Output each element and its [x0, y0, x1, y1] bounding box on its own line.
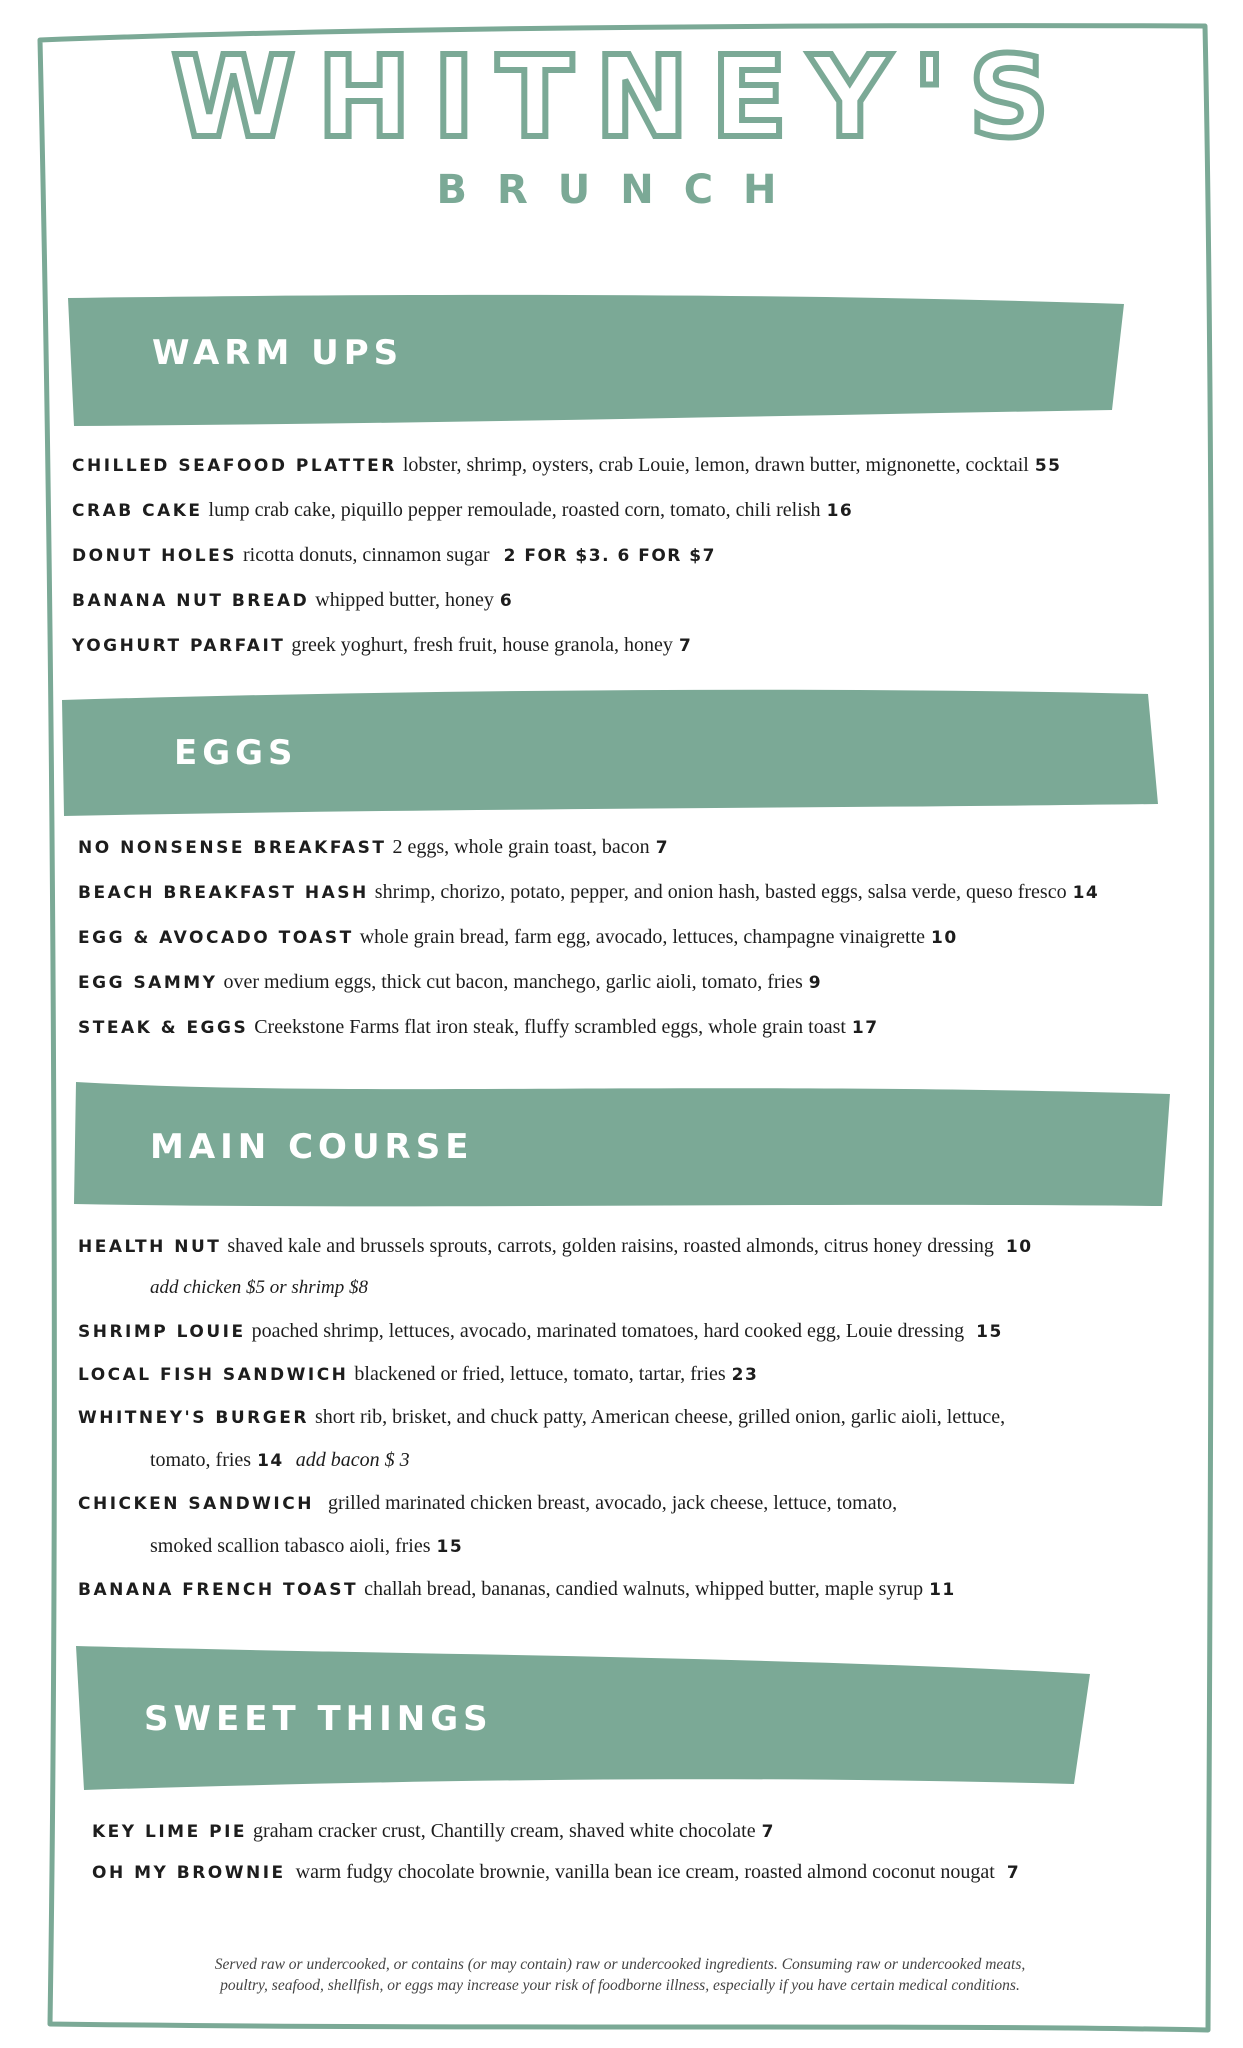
item-name: CRAB CAKE: [72, 501, 203, 521]
item-price: 9: [808, 973, 823, 993]
item-price: 17: [851, 1018, 879, 1038]
menu-item: [72, 497, 853, 524]
item-description: short rib, brisket, and chuck patty, American cheese, grilled onion, garlic aioli, lettuce,: [314, 1406, 1006, 1428]
item-name: KEY LIME PIE: [92, 1822, 248, 1842]
item-price: 15: [436, 1537, 464, 1557]
item-name: YOGHURT PARFAIT: [72, 636, 286, 656]
item-price: 14: [257, 1451, 284, 1471]
item-description: blackened or fried, lettuce, tomato, tartar, fries: [354, 1363, 726, 1385]
item-price: 16: [826, 501, 854, 521]
item-name: SHRIMP LOUIE: [78, 1322, 246, 1342]
item-price: 23: [731, 1365, 759, 1385]
item-description: lobster, shrimp, oysters, crab Louie, lemon, drawn butter, mignonette, cocktail: [402, 454, 1029, 476]
item-name: LOCAL FISH SANDWICH: [78, 1365, 349, 1385]
item-description: Creekstone Farms flat iron steak, fluffy scrambled eggs, whole grain toast: [254, 1016, 846, 1038]
section-heading-warm-ups: WARM UPS: [152, 333, 404, 373]
item-name: OH MY BROWNIE: [92, 1863, 286, 1883]
item-description: poached shrimp, lettuces, avocado, marinated tomatoes, hard cooked egg, Louie dressing: [251, 1320, 965, 1342]
item-price: 7: [761, 1822, 775, 1842]
item-name: WHITNEY'S BURGER: [78, 1408, 309, 1428]
item-description: whipped butter, honey: [315, 589, 494, 611]
item-name: HEALTH NUT: [78, 1237, 222, 1257]
item-name: BANANA NUT BREAD: [72, 591, 310, 611]
item-description: challah bread, bananas, candied walnuts, whipped butter, maple syrup: [364, 1578, 924, 1600]
item-description: greek yoghurt, fresh fruit, house granola, honey: [291, 634, 673, 656]
item-description: grilled marinated chicken breast, avocado, jack cheese, lettuce, tomato,: [327, 1492, 898, 1514]
item-price: 7: [655, 838, 670, 858]
item-price: 11: [929, 1580, 956, 1600]
item-price: 7: [678, 636, 693, 656]
section-heading-main-course: MAIN COURSE: [150, 1127, 474, 1167]
item-name: DONUT HOLES: [72, 546, 237, 566]
menu-item: [72, 587, 513, 614]
menu-subtitle: BRUNCH: [436, 167, 807, 213]
disclaimer-line: poultry, seafood, shellfish, or eggs may increase your risk of foodborne illness, especially if you have certain medical conditions.: [220, 1977, 1020, 1994]
menu-item: [78, 1576, 956, 1603]
menu-item: [72, 452, 1062, 479]
menu-item: [92, 1859, 1020, 1886]
item-name: STEAK & EGGS: [78, 1018, 249, 1038]
item-name: EGG SAMMY: [78, 973, 218, 993]
menu-item: [78, 924, 958, 951]
item-description: shrimp, chorizo, potato, pepper, and onion hash, basted eggs, salsa verde, queso fresco: [374, 881, 1067, 903]
item-price: 2 FOR $3. 6 FOR $7: [503, 546, 716, 566]
menu-item: [78, 1361, 758, 1388]
item-price: 7: [1006, 1863, 1021, 1883]
disclaimer-line: Served raw or undercooked, or contains (or may contain) raw or undercooked ingredients. Consuming raw or undercooked meats,: [214, 1956, 1026, 1973]
item-name: EGG & AVOCADO TOAST: [78, 928, 354, 948]
menu-item: [78, 1014, 879, 1041]
menu-item: [78, 1404, 1005, 1431]
menu-item: [72, 542, 716, 569]
item-price: 6: [499, 591, 514, 611]
menu-item: [78, 969, 822, 996]
item-name: CHILLED SEAFOOD PLATTER: [72, 456, 397, 476]
menu-item: [78, 1233, 1033, 1260]
item-description: smoked scallion tabasco aioli, fries: [150, 1535, 431, 1557]
item-addon-note: add bacon $ 3: [295, 1449, 410, 1471]
menu-item: [78, 1318, 1003, 1345]
menu-item: [78, 1490, 897, 1517]
item-description: lump crab cake, piquillo pepper remoulade, roasted corn, tomato, chili relish: [208, 499, 821, 521]
item-name: BEACH BREAKFAST HASH: [78, 883, 369, 903]
item-price: 10: [1005, 1237, 1033, 1257]
menu-item: [78, 834, 669, 861]
item-description: graham cracker crust, Chantilly cream, shaved white chocolate: [253, 1820, 756, 1842]
item-name: BANANA FRENCH TOAST: [78, 1580, 359, 1600]
item-description: tomato, fries: [150, 1449, 252, 1471]
menu-item-continued: [150, 1533, 463, 1560]
item-price: 55: [1034, 456, 1062, 476]
item-description: 2 eggs, whole grain toast, bacon: [392, 836, 650, 858]
section-heading-sweet-things: SWEET THINGS: [144, 1699, 493, 1739]
menu-item: [72, 632, 692, 659]
item-price: 14: [1072, 883, 1100, 903]
item-name: CHICKEN SANDWICH: [78, 1494, 314, 1514]
restaurant-title: WHITNEY'S: [171, 33, 1072, 163]
menu-item-continued: [150, 1447, 410, 1474]
item-description: shaved kale and brussels sprouts, carrots, golden raisins, roasted almonds, citrus honey dressing: [227, 1235, 994, 1257]
item-description: ricotta donuts, cinnamon sugar: [242, 544, 490, 566]
menu-item: [78, 879, 1099, 906]
item-addon-note: add chicken $5 or shrimp $8: [150, 1277, 368, 1298]
item-description: warm fudgy chocolate brownie, vanilla bean ice cream, roasted almond coconut nougat: [295, 1861, 995, 1883]
item-description: whole grain bread, farm egg, avocado, lettuces, champagne vinaigrette: [359, 926, 926, 948]
section-heading-eggs: EGGS: [174, 733, 298, 773]
item-name: NO NONSENSE BREAKFAST: [78, 838, 387, 858]
menu-item: [92, 1818, 775, 1845]
item-description: over medium eggs, thick cut bacon, manchego, garlic aioli, tomato, fries: [223, 971, 803, 993]
item-price: 15: [976, 1322, 1003, 1342]
item-price: 10: [931, 928, 958, 948]
food-safety-disclaimer: [120, 1954, 1120, 1996]
